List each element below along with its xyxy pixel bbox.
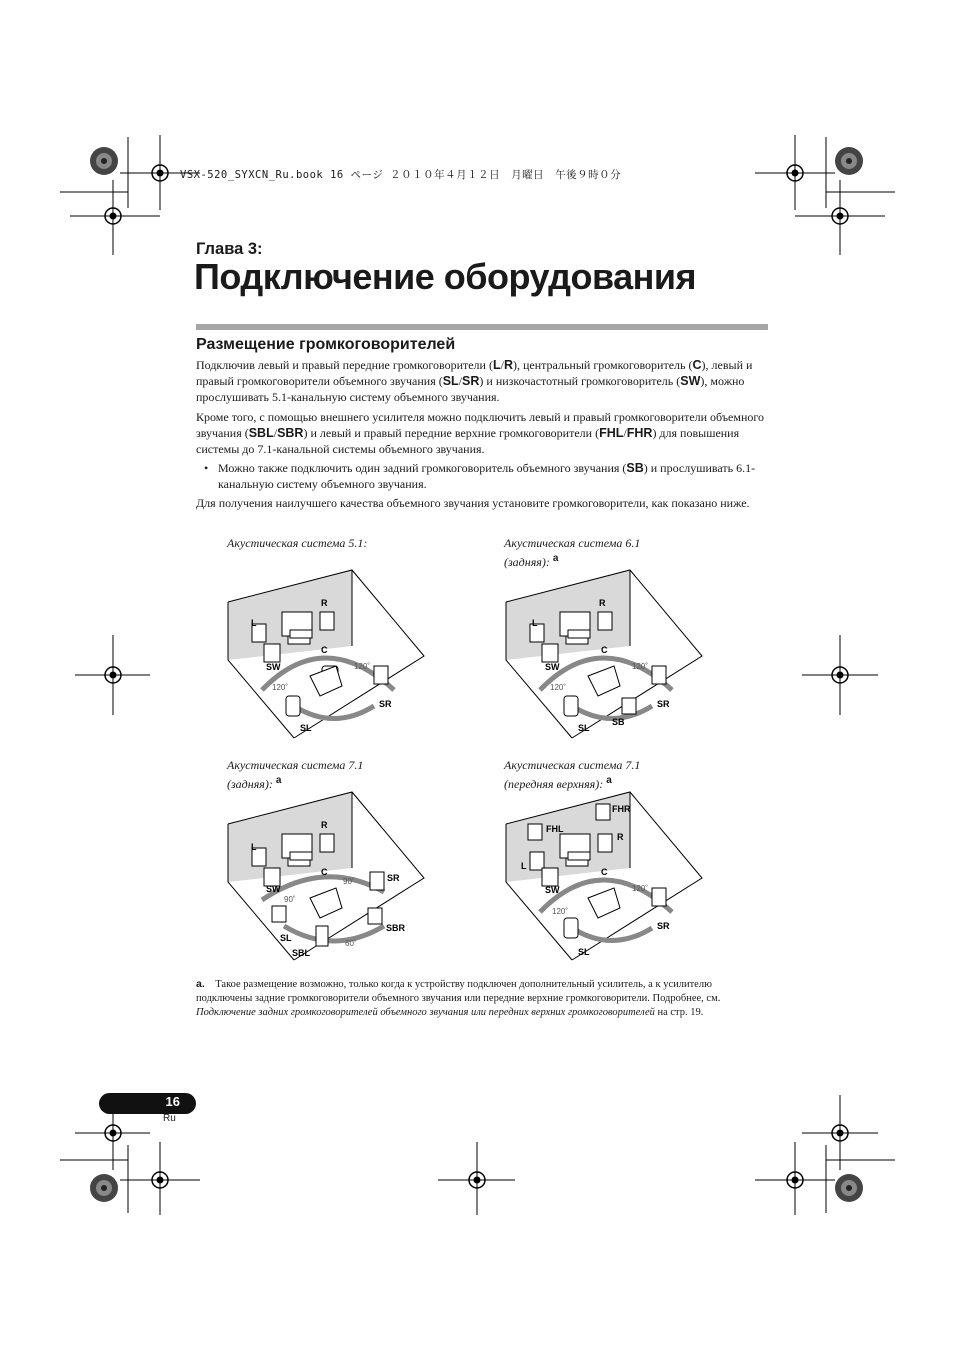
caption-7-1-front-high: Акустическая система 7.1 (передняя верхняя): $^a$ — [504, 758, 641, 791]
angle-label: 60˚ — [345, 939, 357, 948]
footnote-marker: a. — [196, 978, 205, 990]
page-tab — [99, 1093, 196, 1114]
print-header: VSX-520_SYXCN_Ru.book 16 ページ ２０１０年４月１２日 月曜日 午後９時０分 — [180, 169, 622, 181]
diagram-5-1 — [224, 566, 434, 746]
angle-label: 90˚ — [284, 895, 296, 904]
bullet-marker: • — [204, 461, 209, 475]
caption-5-1: Акустическая система 5.1: — [227, 536, 368, 550]
diagram-7-1-front-high — [502, 788, 712, 968]
chapter-title: Подключение оборудования — [194, 256, 697, 297]
bullet-item: Можно также подключить один задний громкоговоритель объемного звучания (SB) и прослушивать 6.1-канальную систему объемного звучания. — [218, 461, 756, 491]
caption-6-1: Акустическая система 6.1 (задняя): $^a$ — [504, 536, 641, 569]
paragraph-placement: Для получения наилучшего качества объемного звучания установите громкоговорители, как показано ниже. — [196, 496, 750, 510]
label-SR: SR — [379, 699, 392, 709]
page-language: Ru — [163, 1113, 176, 1124]
section-title: Размещение громкоговорителей — [196, 336, 456, 353]
label-L: L — [521, 861, 527, 871]
label-L: L — [251, 842, 257, 852]
label-SL: SL — [578, 723, 590, 733]
label-FHR: FHR — [612, 804, 631, 814]
paragraph-intro: Подключив левый и правый передние громкоговорители (L/R), центральный громкоговоритель (C), левый и правый громкоговорители объемного звучания (SL/SR) и низкочастотный громкоговоритель (SW), можно прослушивать 5.1-канальную систему объемного звучания. — [196, 358, 753, 404]
caption-7-1-back: Акустическая система 7.1 (задняя): $^a$ — [227, 758, 364, 791]
label-SB: SB — [612, 717, 625, 727]
angle-label: 120˚ — [354, 662, 371, 671]
label-SW: SW — [266, 662, 281, 672]
chapter-label: Глава 3: — [196, 240, 263, 258]
label-SR: SR — [387, 873, 400, 883]
angle-label: 120˚ — [550, 683, 567, 692]
label-R: R — [321, 598, 328, 608]
angle-label: 120˚ — [632, 884, 649, 893]
footnote: a. Такое размещение возможно, только когда к устройству подключен дополнительный усилитель, а к усилителю подключены задние громкоговорители объемного звучания или передние верхние громкоговорители. Подробнее, см. Подключение задних громкоговорителей объемного звучания или передних верхних громкоговорителей на стр. 19. — [196, 978, 721, 1018]
paragraph-external-amp: Кроме того, с помощью внешнего усилителя можно подключить левый и правый громкоговорители объемного звучания (SBL/SBR) и левый и правый передние верхние громкоговорители (FHL/FHR) для повышения системы до 7.1-канальной системы объемного звучания. — [196, 410, 765, 456]
label-SR: SR — [657, 921, 670, 931]
label-C: C — [321, 645, 328, 655]
diagram-7-1-back — [224, 788, 434, 968]
label-SL: SL — [300, 723, 312, 733]
label-SL: SL — [578, 947, 590, 957]
section-rule — [196, 324, 768, 330]
angle-label: 90˚ — [343, 877, 355, 886]
label-SBR: SBR — [386, 923, 406, 933]
footnote-link: Подключение задних громкоговорителей объемного звучания или передних верхних громкоговорителей — [196, 1007, 655, 1018]
label-SR: SR — [657, 699, 670, 709]
label-SBL: SBL — [292, 948, 310, 958]
angle-label: 120˚ — [272, 683, 289, 692]
diagram-6-1 — [502, 566, 712, 746]
label-SW: SW — [545, 885, 560, 895]
label-R: R — [599, 598, 606, 608]
label-L: L — [532, 618, 538, 628]
label-SW: SW — [545, 662, 560, 672]
label-C: C — [601, 867, 608, 877]
angle-label: 120˚ — [552, 907, 569, 916]
label-C: C — [321, 867, 328, 877]
label-FHL: FHL — [546, 824, 564, 834]
label-R: R — [321, 820, 328, 830]
label-L: L — [251, 618, 257, 628]
label-C: C — [601, 645, 608, 655]
label-R: R — [617, 832, 624, 842]
page-number: 16 — [165, 1094, 180, 1109]
angle-label: 120˚ — [632, 662, 649, 671]
label-SL: SL — [280, 933, 292, 943]
label-SW: SW — [266, 884, 281, 894]
